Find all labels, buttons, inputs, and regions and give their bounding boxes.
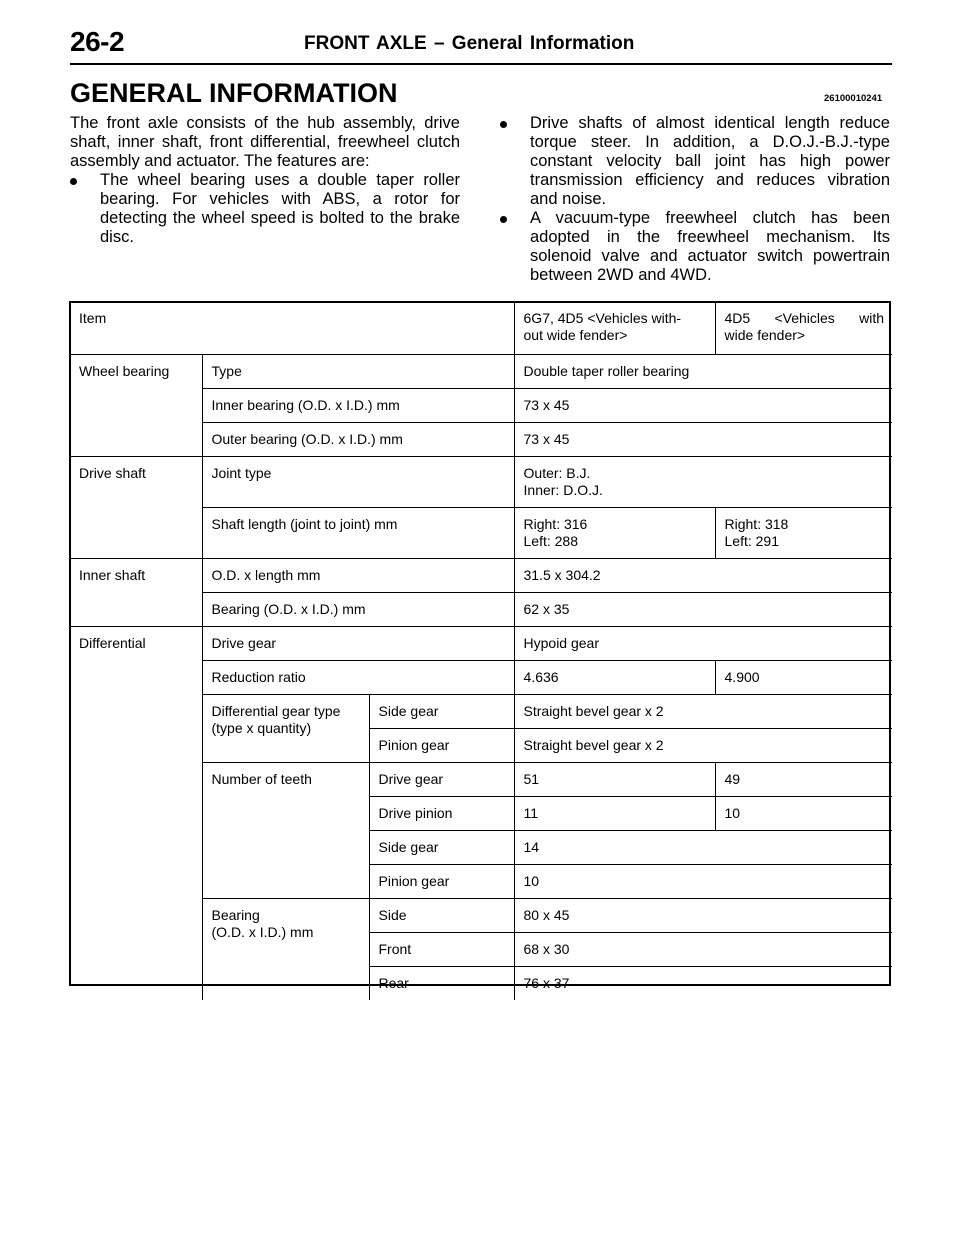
intro-paragraph: The front axle consists of the hub assembly, drive shaft, inner shaft, front differential, freewheel clutch assembly and actuator. The features are: — [70, 114, 460, 170]
row-value: 68 x 30 — [514, 933, 892, 967]
row-value-line: Outer: B.J. — [523, 465, 591, 481]
row-label: Side gear — [369, 695, 514, 729]
subgroup-line: Differential gear type — [211, 703, 341, 719]
running-title: FRONT AXLE – General Information — [304, 33, 635, 54]
subgroup-bearing — [202, 899, 369, 1001]
row-label: Shaft length (joint to joint) mm — [202, 508, 514, 559]
row-label: Drive pinion — [369, 797, 514, 831]
header-col-b-line1 — [725, 310, 885, 327]
row-label: Rear — [369, 967, 514, 1001]
table-header-row — [70, 302, 892, 355]
bullet-item — [500, 209, 890, 285]
row-label: Reduction ratio — [202, 661, 514, 695]
group-drive-shaft: Drive shaft — [70, 457, 202, 559]
table-row — [70, 559, 892, 593]
header-col-a — [514, 302, 715, 355]
header-col-a-line1: 6G7, 4D5 <Vehicles with- — [523, 310, 682, 326]
page-number: 26-2 — [70, 26, 125, 57]
table-row — [70, 355, 892, 389]
header-col-b-word: <Vehicles — [774, 310, 835, 326]
row-value: 62 x 35 — [514, 593, 892, 627]
row-value-a: 51 — [514, 763, 715, 797]
table-row — [70, 627, 892, 661]
row-label: Drive gear — [202, 627, 514, 661]
header-col-b-line2: wide fender> — [724, 327, 806, 343]
subgroup-number-of-teeth: Number of teeth — [202, 763, 369, 899]
row-value: 31.5 x 304.2 — [514, 559, 892, 593]
section-code: 26100010241 — [824, 93, 883, 104]
row-value: 76 x 37 — [514, 967, 892, 1001]
row-label: Pinion gear — [369, 729, 514, 763]
section-title: GENERAL INFORMATION — [70, 78, 398, 108]
row-label: Joint type — [202, 457, 514, 508]
row-value-line: Right: 316 — [523, 516, 588, 532]
group-inner-shaft: Inner shaft — [70, 559, 202, 627]
row-value: Straight bevel gear x 2 — [514, 695, 892, 729]
group-wheel-bearing: Wheel bearing — [70, 355, 202, 457]
row-label: Outer bearing (O.D. x I.D.) mm — [202, 423, 514, 457]
row-value: Double taper roller bearing — [514, 355, 892, 389]
row-value: Hypoid gear — [514, 627, 892, 661]
row-value-b: 10 — [715, 797, 892, 831]
group-differential: Differential — [70, 627, 202, 1001]
row-value-b: 49 — [715, 763, 892, 797]
row-value — [514, 457, 892, 508]
row-label: Side — [369, 899, 514, 933]
header-col-b-word: with — [859, 310, 884, 326]
bullet-item — [70, 171, 460, 247]
bullet-item — [500, 114, 890, 209]
subgroup-gear-type — [202, 695, 369, 763]
row-value-b: 4.900 — [715, 661, 892, 695]
specification-table — [70, 302, 892, 1000]
header-rule — [70, 63, 892, 65]
row-value-line: Inner: D.O.J. — [523, 482, 603, 498]
table-row — [70, 457, 892, 508]
row-value-a: 11 — [514, 797, 715, 831]
row-value-line: Right: 318 — [724, 516, 789, 532]
bullet-text: The wheel bearing uses a double taper roller bearing. For vehicles with ABS, a rotor for detecting the wheel speed is bolted to the brake disc. — [100, 171, 460, 246]
header-col-b — [715, 302, 892, 355]
row-value: 73 x 45 — [514, 389, 892, 423]
row-value: Straight bevel gear x 2 — [514, 729, 892, 763]
subgroup-line: (O.D. x I.D.) mm — [211, 924, 314, 940]
header-col-b-word: 4D5 — [724, 310, 751, 326]
row-value-line: Left: 288 — [523, 533, 579, 549]
row-value: 80 x 45 — [514, 899, 892, 933]
row-label: Drive gear — [369, 763, 514, 797]
header-item: Item — [79, 310, 107, 326]
row-label: Side gear — [369, 831, 514, 865]
row-label: Pinion gear — [369, 865, 514, 899]
row-value-b — [715, 508, 892, 559]
row-label: Type — [202, 355, 514, 389]
bullet-text: Drive shafts of almost identical length reduce torque steer. In addition, a D.O.J.-B.J.-type constant velocity ball joint has high power transmission efficiency and reduces vibration and noise. — [530, 114, 890, 208]
bullet-dot-icon — [70, 178, 77, 185]
intro-right-column — [500, 114, 890, 285]
row-value-line: Left: 291 — [724, 533, 780, 549]
row-value: 14 — [514, 831, 892, 865]
header-col-a-line2: out wide fender> — [523, 327, 628, 343]
row-value: 73 x 45 — [514, 423, 892, 457]
row-value-a — [514, 508, 715, 559]
intro-left-column — [70, 114, 460, 247]
row-label: O.D. x length mm — [202, 559, 514, 593]
subgroup-line: Bearing — [211, 907, 260, 923]
row-label: Inner bearing (O.D. x I.D.) mm — [202, 389, 514, 423]
row-label: Bearing (O.D. x I.D.) mm — [202, 593, 514, 627]
row-label: Front — [369, 933, 514, 967]
row-value: 10 — [514, 865, 892, 899]
bullet-dot-icon — [500, 216, 507, 223]
bullet-text: A vacuum-type freewheel clutch has been adopted in the freewheel mechanism. Its solenoid valve and actuator switch powertrain between 2WD and 4WD. — [530, 209, 890, 284]
bullet-dot-icon — [500, 121, 507, 128]
row-value-a: 4.636 — [514, 661, 715, 695]
subgroup-line: (type x quantity) — [211, 720, 312, 736]
